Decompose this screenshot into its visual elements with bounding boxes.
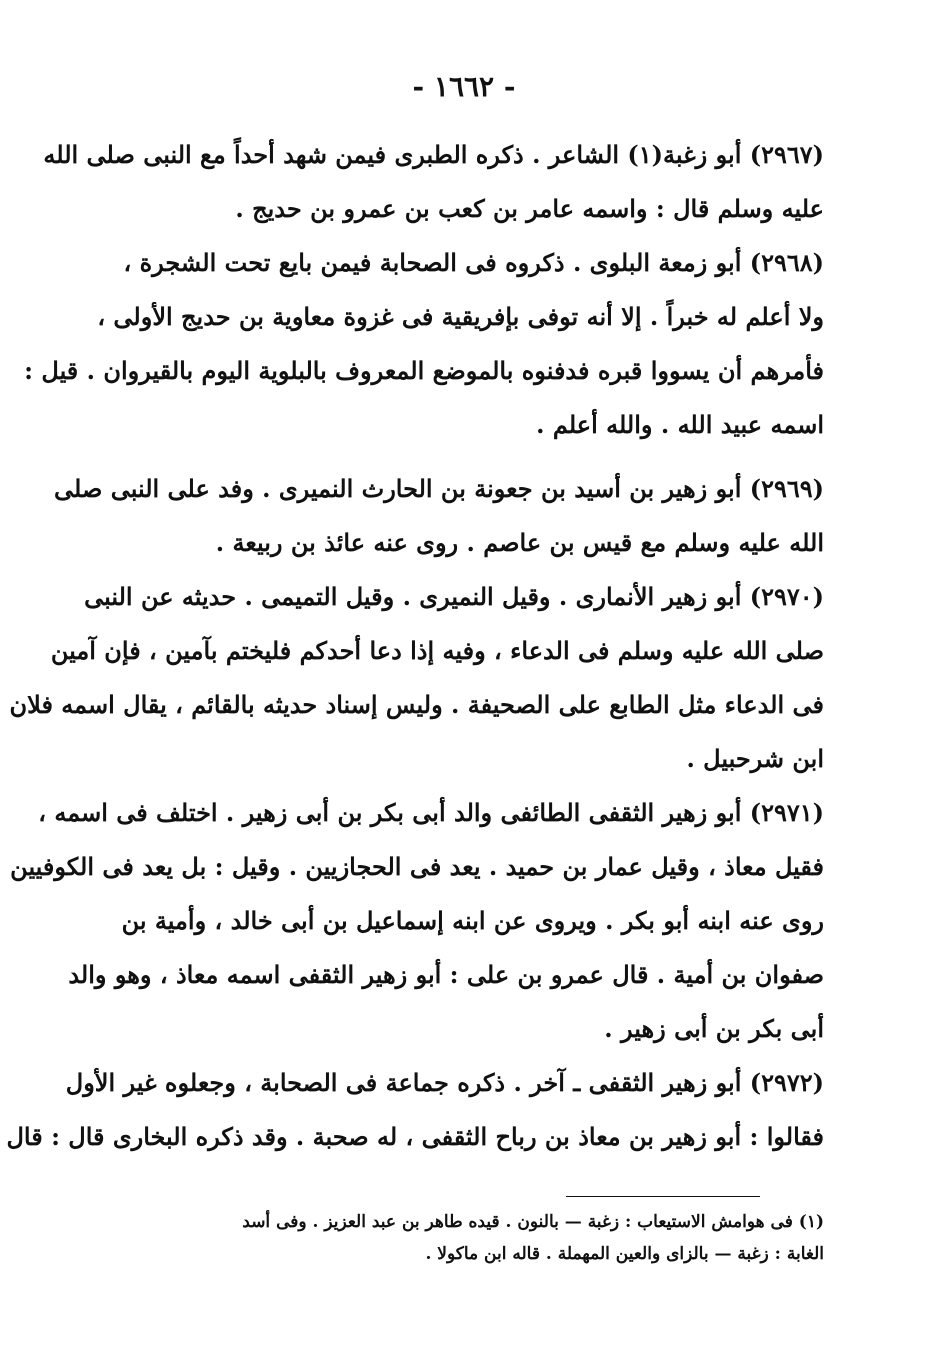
text-line: صلى الله عليه وسلم فى الدعاء ، وفيه إذا دعا أحدكم فليختم بآمين ، فإن آمين [50,636,824,665]
text-line: روى عنه ابنه أبو بكر . ويروى عن ابنه إسماعيل بن أبى خالد ، وأمية بن [121,906,824,935]
entry-gap [112,452,824,462]
text-line: أبى بكر بن أبى زهير . [604,1014,824,1043]
footnote-line: (١) فى هوامش الاستيعاب : زغبة — بالنون . قيده طاهر بن عبد العزيز . وفى أسد [242,1212,824,1232]
text-line: فقالوا : أبو زهير بن معاذ بن رباح الثقفى ، له صحبة . وقد ذكره البخارى قال : قال [6,1122,824,1151]
text-line: ابن شرحبيل . [686,744,824,773]
text-line: اسمه عبيد الله . والله أعلم . [536,410,824,439]
footnotes [112,1206,824,1270]
text-line: فقيل معاذ ، وقيل عمار بن حميد . يعد فى الحجازيين . وقيل : بل يعد فى الكوفيين [10,852,824,881]
text-line: عليه وسلم قال : واسمه عامر بن كعب بن عمرو بن حديج . [235,194,824,223]
text-line: (٢٩٦٩) أبو زهير بن أسيد بن جعونة بن الحارث النميرى . وفد على النبى صلى [54,474,824,503]
text-line: فى الدعاء مثل الطابع على الصحيفة . وليس إسناد حديثه بالقائم ، يقال اسمه فلان [9,690,824,719]
text-line: صفوان بن أمية . قال عمرو بن على : أبو زهير الثقفى اسمه معاذ ، وهو والد [68,960,824,989]
text-line: ولا أعلم له خبراً . إلا أنه توفى بإفريقية فى غزوة معاوية بن حديج الأولى ، [97,302,824,331]
text-line: (٢٩٦٨) أبو زمعة البلوى . ذكروه فى الصحابة فيمن بايع تحت الشجرة ، [123,248,824,277]
page-number: - ١٦٦٢ - [412,70,516,103]
text-line: (٢٩٧١) أبو زهير الثقفى الطائفى والد أبى بكر بن أبى زهير . اختلف فى اسمه ، [38,798,824,827]
text-line: (٢٩٦٧) أبو زغبة(١) الشاعر . ذكره الطبرى فيمن شهد أحداً مع النبى صلى الله [43,140,824,169]
text-line: فأمرهم أن يسووا قبره فدفنوه بالموضع المعروف بالبلوية اليوم بالقيروان . قيل : [24,356,824,385]
text-line: الله عليه وسلم مع قيس بن عاصم . روى عنه عائذ بن ربيعة . [215,528,824,557]
body-text [6,128,824,1164]
text-line: (٢٩٧٠) أبو زهير الأنمارى . وقيل النميرى . وقيل التميمى . حديثه عن النبى [84,582,824,611]
footnote-divider [566,1196,760,1197]
footnote-line: الغابة : زغبة — بالزاى والعين المهملة . قاله ابن ماكولا . [425,1244,824,1264]
text-line: (٢٩٧٢) أبو زهير الثقفى ـ آخر . ذكره جماعة فى الصحابة ، وجعلوه غير الأول [65,1068,824,1097]
